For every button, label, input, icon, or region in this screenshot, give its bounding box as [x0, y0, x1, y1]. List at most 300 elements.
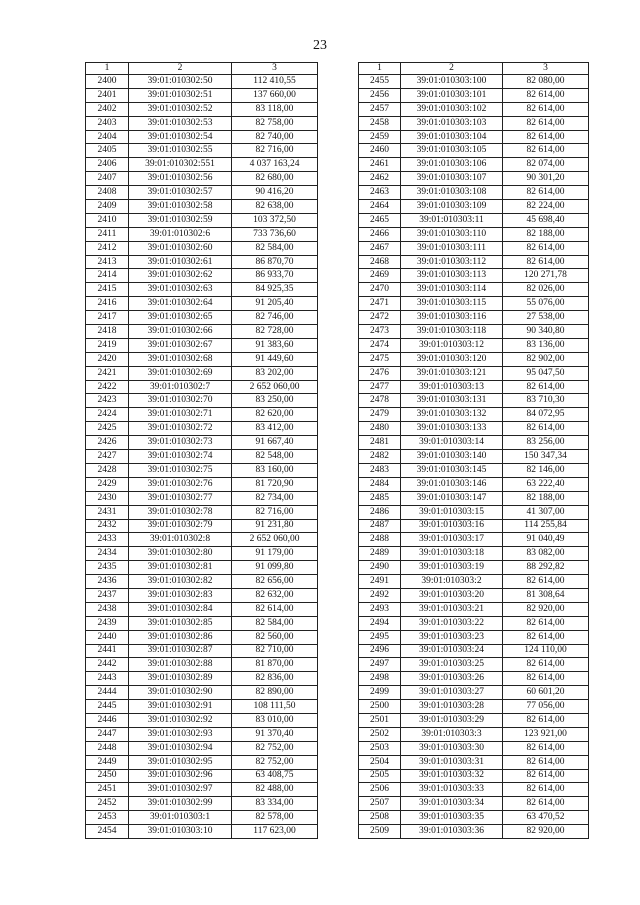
cadastral-number-cell: 39:01:010302:86 [129, 630, 232, 644]
table-row [359, 172, 589, 186]
cadastral-value-cell: 137 660,00 [232, 88, 318, 102]
cadastral-value-cell: 82 614,00 [503, 769, 589, 783]
cadastral-value-cell: 82 614,00 [503, 616, 589, 630]
cadastral-value-cell: 82 614,00 [503, 658, 589, 672]
cadastral-number-cell: 39:01:010303:22 [401, 616, 503, 630]
cadastral-value-cell: 82 746,00 [232, 311, 318, 325]
cadastral-number-cell: 39:01:010303:20 [401, 588, 503, 602]
cadastral-value-cell: 82 752,00 [232, 755, 318, 769]
row-index-cell: 2487 [359, 519, 401, 533]
row-index-cell: 2402 [86, 102, 129, 116]
cadastral-number-cell: 39:01:010302:93 [129, 727, 232, 741]
cadastral-value-cell: 117 623,00 [232, 825, 318, 839]
row-index-cell: 2429 [86, 477, 129, 491]
row-index-cell: 2508 [359, 811, 401, 825]
cadastral-number-cell: 39:01:010303:101 [401, 88, 503, 102]
cadastral-number-cell: 39:01:010302:7 [129, 380, 232, 394]
cadastral-number-cell: 39:01:010303:32 [401, 769, 503, 783]
cadastral-number-cell: 39:01:010303:25 [401, 658, 503, 672]
cadastral-value-cell: 82 614,00 [503, 713, 589, 727]
cadastral-number-cell: 39:01:010303:140 [401, 450, 503, 464]
row-index-cell: 2475 [359, 352, 401, 366]
cadastral-value-cell: 82 026,00 [503, 283, 589, 297]
table-row [86, 575, 318, 589]
table-row [359, 727, 589, 741]
row-index-cell: 2430 [86, 491, 129, 505]
cadastral-value-cell: 91 231,80 [232, 519, 318, 533]
table-row [359, 811, 589, 825]
cadastral-value-cell: 82 614,00 [503, 575, 589, 589]
cadastral-value-cell: 90 301,20 [503, 172, 589, 186]
cadastral-number-cell: 39:01:010303:104 [401, 130, 503, 144]
cadastral-number-cell: 39:01:010303:113 [401, 269, 503, 283]
table-row [359, 436, 589, 450]
row-index-cell: 2435 [86, 561, 129, 575]
cadastral-value-cell: 82 074,00 [503, 158, 589, 172]
cadastral-value-cell: 83 250,00 [232, 394, 318, 408]
table-row [359, 450, 589, 464]
table-row [86, 255, 318, 269]
cadastral-value-cell: 82 560,00 [232, 630, 318, 644]
cadastral-number-cell: 39:01:010303:17 [401, 533, 503, 547]
cadastral-number-cell: 39:01:010303:3 [401, 727, 503, 741]
table-row [86, 283, 318, 297]
row-index-cell: 2426 [86, 436, 129, 450]
row-index-cell: 2481 [359, 436, 401, 450]
header-row [359, 63, 589, 75]
cadastral-value-cell: 88 292,82 [503, 561, 589, 575]
cadastral-number-cell: 39:01:010303:21 [401, 602, 503, 616]
cadastral-number-cell: 39:01:010302:91 [129, 700, 232, 714]
cadastral-number-cell: 39:01:010303:147 [401, 491, 503, 505]
cadastral-value-cell: 4 037 163,24 [232, 158, 318, 172]
row-index-cell: 2505 [359, 769, 401, 783]
cadastral-value-cell: 41 307,00 [503, 505, 589, 519]
cadastral-number-cell: 39:01:010302:97 [129, 783, 232, 797]
row-index-cell: 2459 [359, 130, 401, 144]
cadastral-number-cell: 39:01:010303:36 [401, 825, 503, 839]
column-header-value: 3 [232, 63, 318, 75]
row-index-cell: 2458 [359, 116, 401, 130]
cadastral-number-cell: 39:01:010303:106 [401, 158, 503, 172]
cadastral-value-cell: 82 146,00 [503, 463, 589, 477]
table-row [359, 283, 589, 297]
cadastral-value-cell: 83 202,00 [232, 366, 318, 380]
table-row [86, 394, 318, 408]
cadastral-number-cell: 39:01:010303:29 [401, 713, 503, 727]
row-index-cell: 2498 [359, 672, 401, 686]
table-row [359, 561, 589, 575]
cadastral-value-cell: 82 614,00 [503, 255, 589, 269]
cadastral-value-cell: 91 040,49 [503, 533, 589, 547]
cadastral-value-cell: 124 110,00 [503, 644, 589, 658]
cadastral-number-cell: 39:01:010302:75 [129, 463, 232, 477]
cadastral-number-cell: 39:01:010303:103 [401, 116, 503, 130]
cadastral-number-cell: 39:01:010302:57 [129, 186, 232, 200]
row-index-cell: 2409 [86, 200, 129, 214]
cadastral-value-cell: 60 601,20 [503, 686, 589, 700]
cadastral-number-cell: 39:01:010303:13 [401, 380, 503, 394]
cadastral-value-cell: 86 933,70 [232, 269, 318, 283]
row-index-cell: 2456 [359, 88, 401, 102]
cadastral-value-cell: 82 614,00 [503, 797, 589, 811]
cadastral-value-cell: 91 099,80 [232, 561, 318, 575]
cadastral-number-cell: 39:01:010303:1 [129, 811, 232, 825]
cadastral-value-cell: 91 370,40 [232, 727, 318, 741]
cadastral-number-cell: 39:01:010303:19 [401, 561, 503, 575]
table-row [86, 561, 318, 575]
table-row [86, 783, 318, 797]
cadastral-value-cell: 82 614,00 [503, 144, 589, 158]
table-row [86, 75, 318, 89]
cadastral-value-cell: 91 667,40 [232, 436, 318, 450]
cadastral-number-cell: 39:01:010303:105 [401, 144, 503, 158]
cadastral-value-cell: 82 224,00 [503, 200, 589, 214]
cadastral-number-cell: 39:01:010302:52 [129, 102, 232, 116]
table-row [359, 88, 589, 102]
row-index-cell: 2421 [86, 366, 129, 380]
table-row [359, 658, 589, 672]
row-index-cell: 2484 [359, 477, 401, 491]
row-index-cell: 2441 [86, 644, 129, 658]
cadastral-value-cell: 82 920,00 [503, 825, 589, 839]
cadastral-number-cell: 39:01:010302:79 [129, 519, 232, 533]
table-row [86, 672, 318, 686]
cadastral-number-cell: 39:01:010303:131 [401, 394, 503, 408]
cadastral-number-cell: 39:01:010303:24 [401, 644, 503, 658]
cadastral-value-cell: 83 160,00 [232, 463, 318, 477]
cadastral-number-cell: 39:01:010303:26 [401, 672, 503, 686]
cadastral-number-cell: 39:01:010302:80 [129, 547, 232, 561]
row-index-cell: 2493 [359, 602, 401, 616]
cadastral-number-cell: 39:01:010302:51 [129, 88, 232, 102]
row-index-cell: 2454 [86, 825, 129, 839]
cadastral-number-cell: 39:01:010302:76 [129, 477, 232, 491]
row-index-cell: 2465 [359, 213, 401, 227]
cadastral-value-cell: 82 716,00 [232, 505, 318, 519]
row-index-cell: 2427 [86, 450, 129, 464]
cadastral-number-cell: 39:01:010302:71 [129, 408, 232, 422]
cadastral-value-cell: 63 222,40 [503, 477, 589, 491]
table-row [359, 213, 589, 227]
row-index-cell: 2449 [86, 755, 129, 769]
cadastral-value-cell: 114 255,84 [503, 519, 589, 533]
cadastral-value-cell: 83 412,00 [232, 422, 318, 436]
row-index-cell: 2502 [359, 727, 401, 741]
cadastral-number-cell: 39:01:010303:111 [401, 241, 503, 255]
cadastral-value-cell: 90 340,80 [503, 325, 589, 339]
cadastral-number-cell: 39:01:010303:145 [401, 463, 503, 477]
cadastral-number-cell: 39:01:010302:66 [129, 325, 232, 339]
row-index-cell: 2504 [359, 755, 401, 769]
cadastral-number-cell: 39:01:010302:68 [129, 352, 232, 366]
cadastral-number-cell: 39:01:010303:112 [401, 255, 503, 269]
table-row [359, 630, 589, 644]
row-index-cell: 2491 [359, 575, 401, 589]
table-row [86, 227, 318, 241]
cadastral-value-table-right [358, 62, 589, 839]
table-row [86, 616, 318, 630]
cadastral-value-cell: 82 080,00 [503, 75, 589, 89]
row-index-cell: 2509 [359, 825, 401, 839]
row-index-cell: 2480 [359, 422, 401, 436]
table-row [359, 741, 589, 755]
row-index-cell: 2477 [359, 380, 401, 394]
cadastral-value-cell: 91 205,40 [232, 297, 318, 311]
row-index-cell: 2437 [86, 588, 129, 602]
cadastral-number-cell: 39:01:010303:15 [401, 505, 503, 519]
table-row [359, 227, 589, 241]
table-row [359, 700, 589, 714]
cadastral-value-cell: 55 076,00 [503, 297, 589, 311]
row-index-cell: 2453 [86, 811, 129, 825]
column-header-index: 1 [86, 63, 129, 75]
cadastral-value-cell: 733 736,60 [232, 227, 318, 241]
table-row [86, 158, 318, 172]
table-row [359, 394, 589, 408]
row-index-cell: 2492 [359, 588, 401, 602]
table-row [86, 463, 318, 477]
column-header-cadastral-number: 2 [401, 63, 503, 75]
cadastral-value-cell: 45 698,40 [503, 213, 589, 227]
cadastral-number-cell: 39:01:010303:11 [401, 213, 503, 227]
table-row [86, 797, 318, 811]
cadastral-value-cell: 82 920,00 [503, 602, 589, 616]
table-row [359, 575, 589, 589]
row-index-cell: 2447 [86, 727, 129, 741]
cadastral-value-cell: 82 614,00 [503, 630, 589, 644]
table-row [86, 644, 318, 658]
cadastral-number-cell: 39:01:010302:99 [129, 797, 232, 811]
cadastral-value-cell: 82 710,00 [232, 644, 318, 658]
cadastral-value-cell: 82 578,00 [232, 811, 318, 825]
cadastral-number-cell: 39:01:010303:146 [401, 477, 503, 491]
row-index-cell: 2464 [359, 200, 401, 214]
cadastral-number-cell: 39:01:010303:12 [401, 338, 503, 352]
cadastral-value-cell: 83 710,30 [503, 394, 589, 408]
table-row [359, 797, 589, 811]
column-header-value: 3 [503, 63, 589, 75]
cadastral-number-cell: 39:01:010303:132 [401, 408, 503, 422]
table-row [86, 547, 318, 561]
cadastral-value-cell: 63 408,75 [232, 769, 318, 783]
row-index-cell: 2483 [359, 463, 401, 477]
table-row [359, 755, 589, 769]
cadastral-value-cell: 82 638,00 [232, 200, 318, 214]
table-row [86, 436, 318, 450]
table-row [359, 102, 589, 116]
cadastral-number-cell: 39:01:010303:10 [129, 825, 232, 839]
cadastral-number-cell: 39:01:010303:16 [401, 519, 503, 533]
table-row [359, 116, 589, 130]
row-index-cell: 2416 [86, 297, 129, 311]
table-row [86, 450, 318, 464]
cadastral-number-cell: 39:01:010302:83 [129, 588, 232, 602]
cadastral-number-cell: 39:01:010302:67 [129, 338, 232, 352]
cadastral-value-cell: 82 740,00 [232, 130, 318, 144]
row-index-cell: 2431 [86, 505, 129, 519]
cadastral-value-cell: 82 614,00 [503, 130, 589, 144]
cadastral-value-cell: 82 614,00 [503, 672, 589, 686]
cadastral-value-cell: 27 538,00 [503, 311, 589, 325]
row-index-cell: 2507 [359, 797, 401, 811]
cadastral-value-cell: 82 488,00 [232, 783, 318, 797]
cadastral-value-cell: 82 614,00 [503, 755, 589, 769]
table-row [359, 366, 589, 380]
cadastral-value-cell: 150 347,34 [503, 450, 589, 464]
cadastral-value-cell: 82 836,00 [232, 672, 318, 686]
table-row [359, 255, 589, 269]
cadastral-number-cell: 39:01:010303:102 [401, 102, 503, 116]
table-row [359, 672, 589, 686]
cadastral-value-cell: 82 614,00 [503, 186, 589, 200]
cadastral-value-cell: 82 584,00 [232, 241, 318, 255]
cadastral-number-cell: 39:01:010302:89 [129, 672, 232, 686]
cadastral-number-cell: 39:01:010303:28 [401, 700, 503, 714]
row-index-cell: 2436 [86, 575, 129, 589]
table-row [86, 408, 318, 422]
table-row [86, 658, 318, 672]
table-row [86, 200, 318, 214]
table-row [359, 144, 589, 158]
cadastral-number-cell: 39:01:010303:100 [401, 75, 503, 89]
table-row [359, 769, 589, 783]
row-index-cell: 2446 [86, 713, 129, 727]
cadastral-number-cell: 39:01:010303:14 [401, 436, 503, 450]
table-row [86, 213, 318, 227]
cadastral-value-cell: 82 758,00 [232, 116, 318, 130]
row-index-cell: 2440 [86, 630, 129, 644]
cadastral-value-cell: 83 334,00 [232, 797, 318, 811]
table-row [86, 297, 318, 311]
table-row [359, 241, 589, 255]
cadastral-value-cell: 82 656,00 [232, 575, 318, 589]
row-index-cell: 2489 [359, 547, 401, 561]
cadastral-number-cell: 39:01:010302:92 [129, 713, 232, 727]
table-row [86, 325, 318, 339]
row-index-cell: 2400 [86, 75, 129, 89]
cadastral-number-cell: 39:01:010302:50 [129, 75, 232, 89]
cadastral-number-cell: 39:01:010302:94 [129, 741, 232, 755]
table-row [359, 311, 589, 325]
row-index-cell: 2406 [86, 158, 129, 172]
table-row [359, 297, 589, 311]
cadastral-number-cell: 39:01:010302:81 [129, 561, 232, 575]
cadastral-value-cell: 91 383,60 [232, 338, 318, 352]
cadastral-number-cell: 39:01:010303:118 [401, 325, 503, 339]
table-row [86, 366, 318, 380]
table-row [86, 769, 318, 783]
row-index-cell: 2444 [86, 686, 129, 700]
table-row [86, 477, 318, 491]
row-index-cell: 2407 [86, 172, 129, 186]
cadastral-number-cell: 39:01:010302:96 [129, 769, 232, 783]
cadastral-number-cell: 39:01:010303:35 [401, 811, 503, 825]
row-index-cell: 2445 [86, 700, 129, 714]
table-row [359, 616, 589, 630]
cadastral-value-cell: 82 890,00 [232, 686, 318, 700]
cadastral-number-cell: 39:01:010303:2 [401, 575, 503, 589]
row-index-cell: 2496 [359, 644, 401, 658]
row-index-cell: 2404 [86, 130, 129, 144]
table-row [359, 686, 589, 700]
table-row [86, 825, 318, 839]
row-index-cell: 2476 [359, 366, 401, 380]
cadastral-number-cell: 39:01:010302:88 [129, 658, 232, 672]
row-index-cell: 2401 [86, 88, 129, 102]
cadastral-number-cell: 39:01:010303:121 [401, 366, 503, 380]
cadastral-value-cell: 120 271,78 [503, 269, 589, 283]
cadastral-number-cell: 39:01:010302:82 [129, 575, 232, 589]
row-index-cell: 2485 [359, 491, 401, 505]
table-row [359, 602, 589, 616]
row-index-cell: 2424 [86, 408, 129, 422]
row-index-cell: 2417 [86, 311, 129, 325]
table-row [359, 408, 589, 422]
cadastral-value-cell: 82 614,00 [503, 741, 589, 755]
cadastral-value-cell: 86 870,70 [232, 255, 318, 269]
cadastral-number-cell: 39:01:010302:84 [129, 602, 232, 616]
cadastral-value-cell: 83 118,00 [232, 102, 318, 116]
row-index-cell: 2473 [359, 325, 401, 339]
table-row [86, 519, 318, 533]
cadastral-value-cell: 81 308,64 [503, 588, 589, 602]
row-index-cell: 2501 [359, 713, 401, 727]
table-row [359, 269, 589, 283]
row-index-cell: 2432 [86, 519, 129, 533]
table-row [359, 422, 589, 436]
table-row [359, 75, 589, 89]
cadastral-value-cell: 82 614,00 [503, 116, 589, 130]
cadastral-number-cell: 39:01:010303:110 [401, 227, 503, 241]
row-index-cell: 2433 [86, 533, 129, 547]
row-index-cell: 2461 [359, 158, 401, 172]
row-index-cell: 2462 [359, 172, 401, 186]
row-index-cell: 2438 [86, 602, 129, 616]
cadastral-value-cell: 82 614,00 [503, 102, 589, 116]
row-index-cell: 2414 [86, 269, 129, 283]
row-index-cell: 2478 [359, 394, 401, 408]
row-index-cell: 2499 [359, 686, 401, 700]
cadastral-number-cell: 39:01:010302:63 [129, 283, 232, 297]
table-body [86, 75, 318, 839]
table-row [86, 172, 318, 186]
row-index-cell: 2403 [86, 116, 129, 130]
header-row [86, 63, 318, 75]
cadastral-value-cell: 83 136,00 [503, 338, 589, 352]
cadastral-number-cell: 39:01:010303:18 [401, 547, 503, 561]
cadastral-value-cell: 82 188,00 [503, 227, 589, 241]
table-row [86, 88, 318, 102]
table-row [359, 491, 589, 505]
cadastral-number-cell: 39:01:010302:551 [129, 158, 232, 172]
cadastral-value-cell: 82 680,00 [232, 172, 318, 186]
table-row [86, 686, 318, 700]
cadastral-number-cell: 39:01:010302:53 [129, 116, 232, 130]
row-index-cell: 2451 [86, 783, 129, 797]
cadastral-value-cell: 83 082,00 [503, 547, 589, 561]
row-index-cell: 2469 [359, 269, 401, 283]
table-row [86, 422, 318, 436]
row-index-cell: 2428 [86, 463, 129, 477]
cadastral-number-cell: 39:01:010303:116 [401, 311, 503, 325]
cadastral-number-cell: 39:01:010302:62 [129, 269, 232, 283]
row-index-cell: 2482 [359, 450, 401, 464]
cadastral-number-cell: 39:01:010302:85 [129, 616, 232, 630]
row-index-cell: 2452 [86, 797, 129, 811]
cadastral-value-cell: 2 652 060,00 [232, 533, 318, 547]
cadastral-number-cell: 39:01:010303:114 [401, 283, 503, 297]
